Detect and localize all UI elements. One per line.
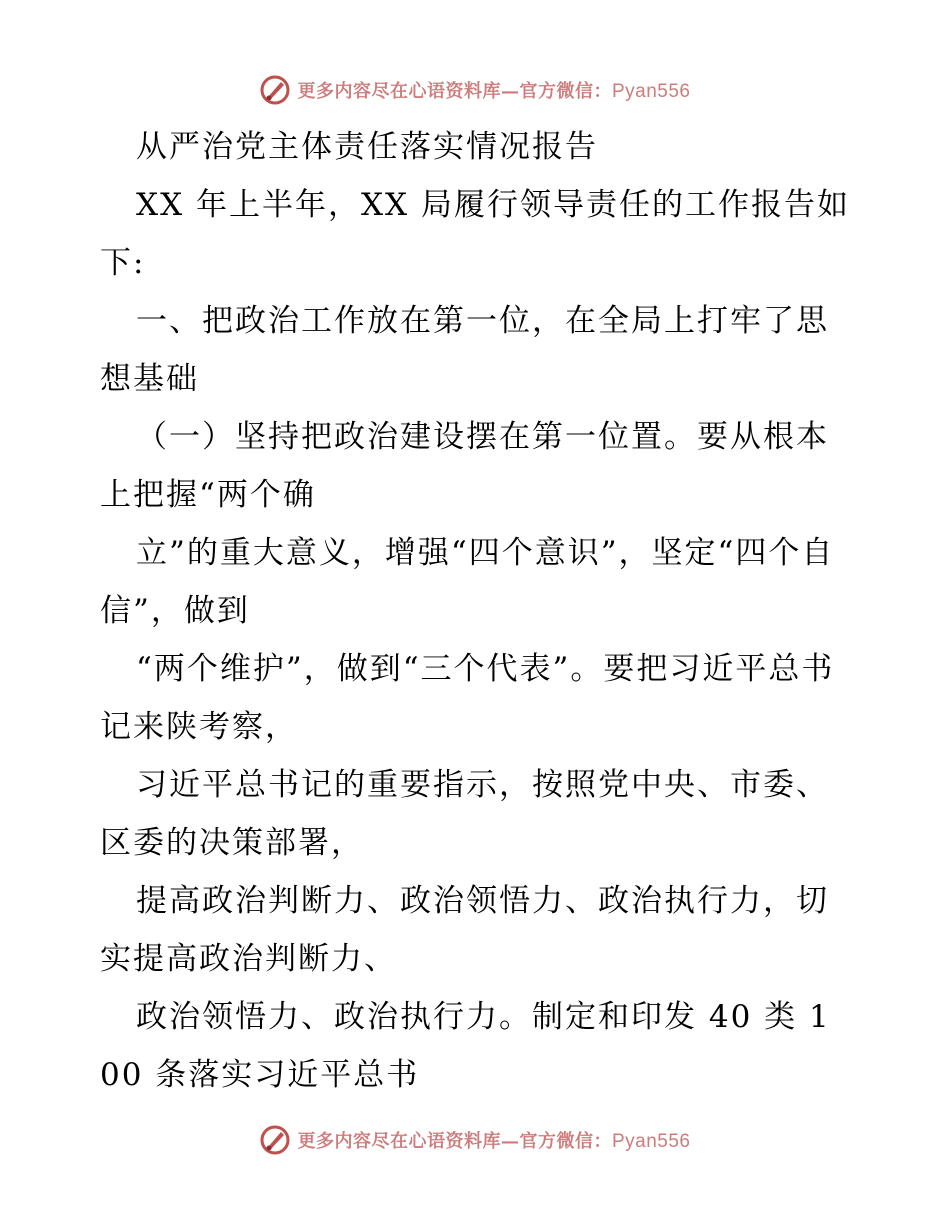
watermark-text: 更多内容尽在心语资料库—官方微信：Pyan556 xyxy=(297,1131,691,1152)
watermark-header xyxy=(0,70,950,110)
paragraph: 立”的重大意义，增强“四个意识”，坚定“四个自信”，做到 xyxy=(100,535,835,629)
paragraph: 提高政治判断力、政治领悟力、政治执行力，切实提高政治判断力、 xyxy=(100,883,829,977)
quill-logo-icon xyxy=(259,74,291,106)
quill-logo-icon xyxy=(259,1124,291,1156)
paragraph: 政治领悟力、政治执行力。制定和印发 40 类 100 条落实习近平总书 xyxy=(100,999,831,1093)
document-body xyxy=(100,118,852,1104)
section-heading: 一、把政治工作放在第一位，在全局上打牢了思想基础 xyxy=(100,303,829,397)
watermark-footer xyxy=(0,1120,950,1160)
paragraph: 习近平总书记的重要指示，按照党中央、市委、区委的决策部署， xyxy=(100,767,829,861)
watermark-text: 更多内容尽在心语资料库—官方微信：Pyan556 xyxy=(297,81,691,102)
paragraph: XX 年上半年，XX 局履行领导责任的工作报告如下: xyxy=(100,187,850,281)
document-title: 从严治党主体责任落实情况报告 xyxy=(136,129,598,165)
paragraph: （一）坚持把政治建设摆在第一位置。要从根本上把握“两个确 xyxy=(100,419,829,513)
paragraph: “两个维护”，做到“三个代表”。要把习近平总书记来陕考察， xyxy=(100,651,835,745)
